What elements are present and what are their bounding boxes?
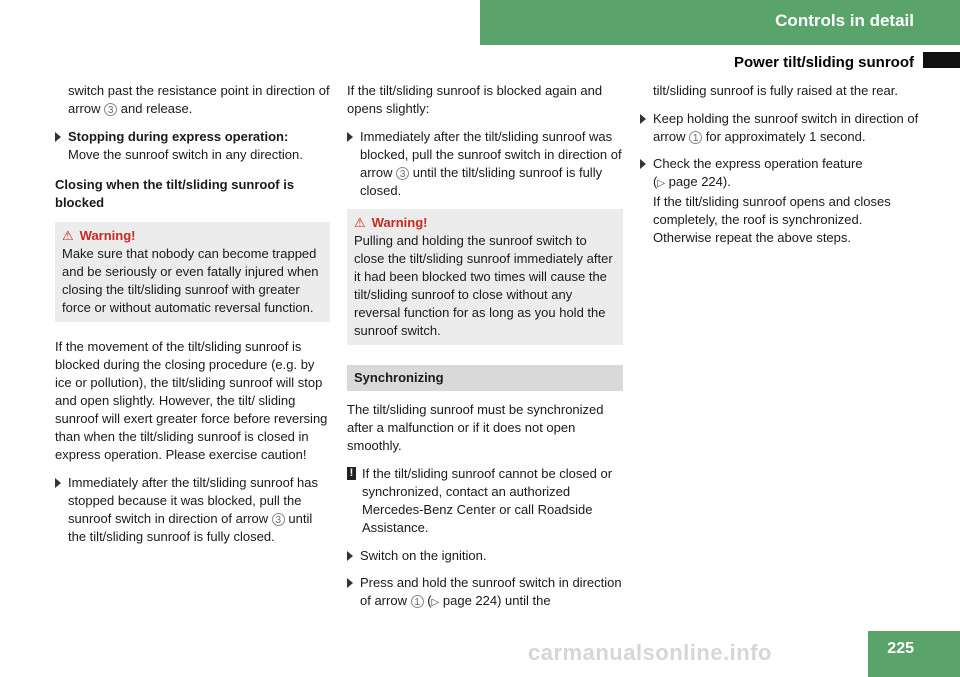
- bullet-ignition: [347, 547, 623, 565]
- column-3: [640, 82, 920, 256]
- exclamation-icon: !: [347, 467, 356, 480]
- bullet-triangle-icon: [55, 478, 61, 488]
- page-reference-text: page 224).: [668, 174, 731, 189]
- watermark-text: carmanualsonline.info: [528, 640, 772, 665]
- bullet-pull-switch: [55, 474, 330, 546]
- bullet-text: Switch on the ignition.: [360, 548, 487, 563]
- page-number: 225: [887, 640, 914, 657]
- chapter-title: Controls in detail: [775, 11, 914, 30]
- column-2: [347, 82, 623, 621]
- page-reference-icon: ▷: [657, 178, 666, 189]
- warning-box: [347, 209, 623, 345]
- page-reference-text: page 224) until the: [442, 593, 551, 608]
- section-title: Power tilt/sliding sunroof: [734, 54, 914, 71]
- continued-text-end: and release.: [120, 101, 193, 116]
- note-text: If the tilt/sliding sunroof cannot be closed or synchronized, contact an authorized Mercedes-Benz Center or call Roadside Assistance.: [362, 466, 613, 535]
- page-reference-icon: ▷: [431, 597, 440, 608]
- bullet-text-end: until the tilt/sliding sunroof is fully closed.: [68, 511, 313, 544]
- bullet-text-start: Press and hold the sunroof switch in direction of arrow: [360, 575, 622, 608]
- warning-icon: ⚠: [62, 228, 74, 243]
- bullet-text-end: If the tilt/sliding sunroof opens and closes completely, the roof is synchronized. Otherwise repeat the above steps.: [653, 194, 891, 245]
- bullet-stop-express: [55, 128, 330, 164]
- bullet-pull-again: [347, 128, 623, 200]
- bullet-triangle-icon: [640, 159, 646, 169]
- bullet-text-start: Keep holding the sunroof switch in direction of arrow: [653, 111, 919, 144]
- column-1: [55, 82, 330, 555]
- bullet-check-express: Check the express operation feature (▷ page 224). If the tilt/sliding sunroof opens and closes completely, the roof is synchronized. Otherwise repeat the above steps.: [640, 155, 920, 247]
- bullet-triangle-icon: [347, 578, 353, 588]
- bullet-text-start: Immediately after the tilt/sliding sunroof has stopped because it was blocked, pull the sunroof switch in direction of arrow: [68, 475, 319, 526]
- bullet-text: Move the sunroof switch in any direction.: [68, 147, 303, 162]
- warning-title: [354, 214, 616, 232]
- warning-title-text: Warning!: [79, 228, 136, 243]
- warning-title: [62, 227, 323, 245]
- bullet-text-end: for approximately 1 second.: [705, 129, 866, 144]
- bullet-bold-label: Stopping during express operation:: [68, 129, 289, 144]
- bullet-text-start: Check the express operation feature: [653, 156, 863, 171]
- blocked-paragraph: If the movement of the tilt/sliding sunroof is blocked during the closing procedure (e.g. by ice or pollution), the tilt/sliding sunroof will stop and open slightly. However, the tilt/ sliding sunroof will exert greater force before reversing than when the tilt/sliding sunroof is closed in express operation. Please exercise caution!: [55, 339, 328, 462]
- closing-heading: Closing when the tilt/sliding sunroof is blocked: [55, 177, 295, 210]
- blocked-again-intro: If the tilt/sliding sunroof is blocked again and opens slightly:: [347, 83, 603, 116]
- bullet-triangle-icon: [640, 114, 646, 124]
- arrow-3-icon: 3: [396, 167, 409, 180]
- bullet-text-end: until the tilt/sliding sunroof is fully closed.: [360, 165, 603, 198]
- arrow-1-icon: 1: [689, 131, 702, 144]
- arrow-3-icon: 3: [104, 103, 117, 116]
- bullet-triangle-icon: [347, 551, 353, 561]
- page-number-box: [868, 631, 960, 677]
- arrow-1-icon: 1: [411, 595, 424, 608]
- continued-text-start: switch past the resistance point in direction of arrow: [68, 83, 330, 116]
- synchronizing-heading: Synchronizing: [347, 365, 623, 391]
- bullet-triangle-icon: [55, 132, 61, 142]
- bullet-text-start: Immediately after the tilt/sliding sunroof was blocked, pull the sunroof switch in direction of arrow: [360, 129, 622, 180]
- warning-text: Make sure that nobody can become trapped and be seriously or even fatally injured when closing the tilt/sliding sunroof with greater force or without automatic reversal function.: [62, 246, 319, 315]
- bullet-keep-holding: [640, 110, 920, 146]
- warning-title-text: Warning!: [371, 215, 428, 230]
- bullet-press-hold: Press and hold the sunroof switch in direction of arrow 1 (▷ page 224) until the: [347, 574, 623, 612]
- section-tab-marker: [923, 52, 960, 68]
- warning-icon: ⚠: [354, 215, 366, 230]
- bullet-triangle-icon: [347, 132, 353, 142]
- continued-text: tilt/sliding sunroof is fully raised at the rear.: [653, 83, 898, 98]
- warning-text: Pulling and holding the sunroof switch to close the tilt/sliding sunroof immediately after it had been blocked two times will cause the tilt/sliding sunroof to close without any reversal function for as long as you hold the sunroof switch.: [354, 233, 613, 338]
- note: [347, 465, 623, 537]
- arrow-3-icon: 3: [272, 513, 285, 526]
- sync-paragraph: The tilt/sliding sunroof must be synchronized after a malfunction or if it does not open smoothly.: [347, 402, 604, 453]
- continued-text: [55, 82, 330, 118]
- warning-box: [55, 222, 330, 322]
